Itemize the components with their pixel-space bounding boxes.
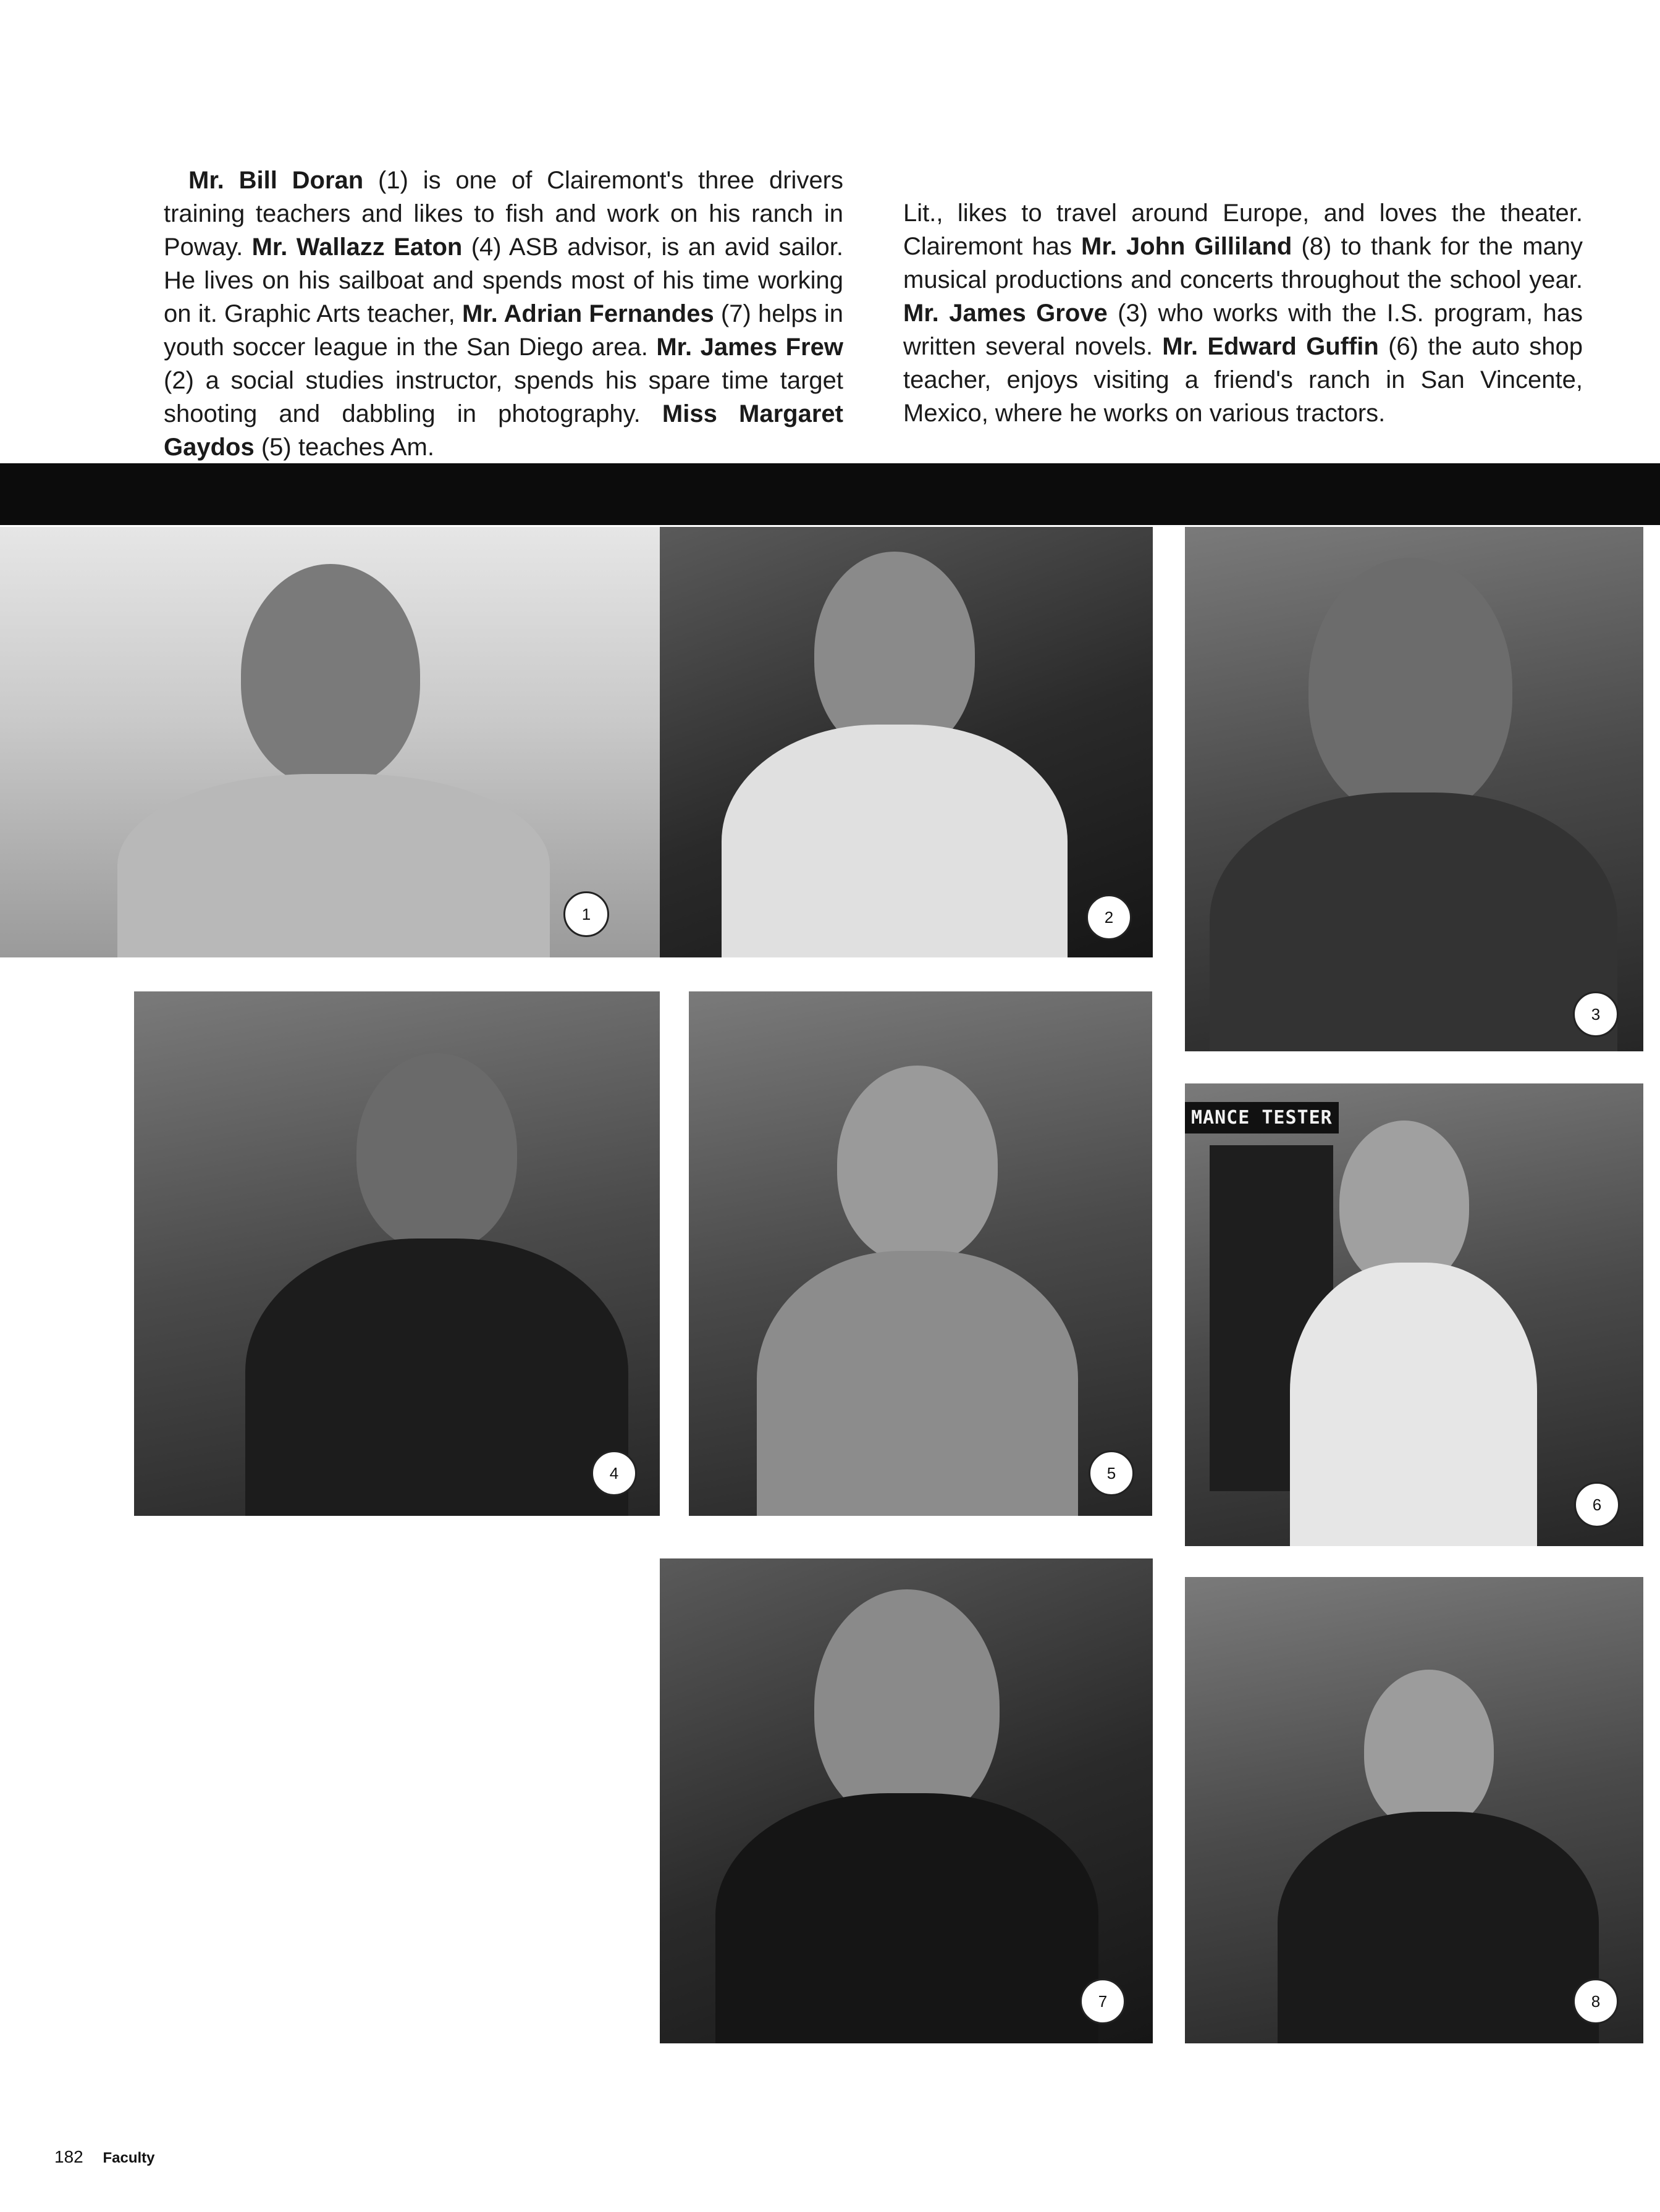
teacher-name: Mr. Adrian Fernandes (461, 300, 714, 327)
photo-edward-guffin (1185, 1083, 1643, 1546)
teacher-name: Miss Margaret Gaydos (164, 400, 843, 461)
photo-number-badge: 4 (591, 1450, 637, 1496)
portrait-body (722, 725, 1068, 957)
photo-bill-doran (0, 527, 660, 957)
body-text-right (903, 196, 1583, 430)
portrait-head (241, 564, 420, 786)
text-run: (5) teaches Am. (254, 434, 434, 461)
portrait-body (117, 774, 550, 957)
photo-margaret-gaydos (689, 991, 1152, 1516)
text-run: (7) helps in youth soccer league in the San Diego area. (164, 300, 844, 361)
photo-number-badge: 2 (1086, 894, 1132, 940)
portrait-body (1278, 1812, 1599, 2043)
black-band (0, 463, 1660, 525)
text-run: (8) to thank for the many musical productions and concerts throughout the school year. (903, 233, 1583, 293)
portrait-head (1364, 1670, 1494, 1830)
photo-adrian-fernandes (660, 1558, 1153, 2043)
tester-sign: MANCE TESTER (1185, 1102, 1339, 1133)
teacher-name: Mr. Edward Guffin (1162, 333, 1379, 360)
portrait-head (837, 1066, 998, 1263)
photo-number-badge: 3 (1573, 991, 1619, 1037)
photo-number-badge: 5 (1089, 1450, 1134, 1496)
photo-james-frew (660, 527, 1153, 957)
portrait-body (1210, 793, 1617, 1051)
portrait-head (356, 1053, 517, 1251)
section-label: Faculty (103, 2150, 155, 2166)
teacher-name: Mr. James Grove (903, 300, 1108, 327)
portrait-head (814, 1589, 1000, 1824)
portrait-body (245, 1238, 628, 1516)
text-run: Lit., likes to travel around Europe, and loves the theater. Clairemont has (903, 200, 1583, 260)
portrait-body (715, 1793, 1098, 2043)
page-number: 182 (54, 2147, 83, 2166)
portrait-body (757, 1251, 1078, 1516)
photo-john-gilliland (1185, 1577, 1643, 2043)
photo-number-badge: 8 (1573, 1979, 1619, 2024)
photo-james-grove (1185, 527, 1643, 1051)
text-run: (6) the auto shop teacher, enjoys visiting a friend's ranch in San Vincente, Mexico, where he works on various tractors. (903, 333, 1583, 427)
body-text-left (164, 164, 843, 464)
photo-number-badge: 7 (1080, 1979, 1126, 2024)
teacher-name: Mr. John Gilliland (1081, 233, 1292, 260)
photo-wallazz-eaton (134, 991, 660, 1516)
text-run: (2) a social studies instructor, spends his spare time target shooting and dabbling in photography. (164, 367, 843, 427)
photo-number-badge: 1 (563, 891, 609, 937)
page-footer (54, 2147, 155, 2167)
teacher-name: Mr. Bill Doran (188, 167, 364, 194)
portrait-body (1290, 1263, 1537, 1546)
text-run: (1) is one of Clairemont's three drivers training teachers and likes to fish and work on his ranch in Poway. (164, 167, 844, 261)
text-run: (4) ASB advisor, is an avid sailor. He lives on his sailboat and spends most of his time working on it. Graphic Arts teacher, (164, 233, 843, 327)
teacher-name: Mr. Wallazz Eaton (251, 233, 463, 261)
teacher-name: Mr. James Frew (656, 334, 843, 361)
photo-number-badge: 6 (1574, 1482, 1620, 1528)
portrait-head (1308, 558, 1512, 817)
text-run: (3) who works with the I.S. program, has written several novels. (903, 300, 1583, 360)
